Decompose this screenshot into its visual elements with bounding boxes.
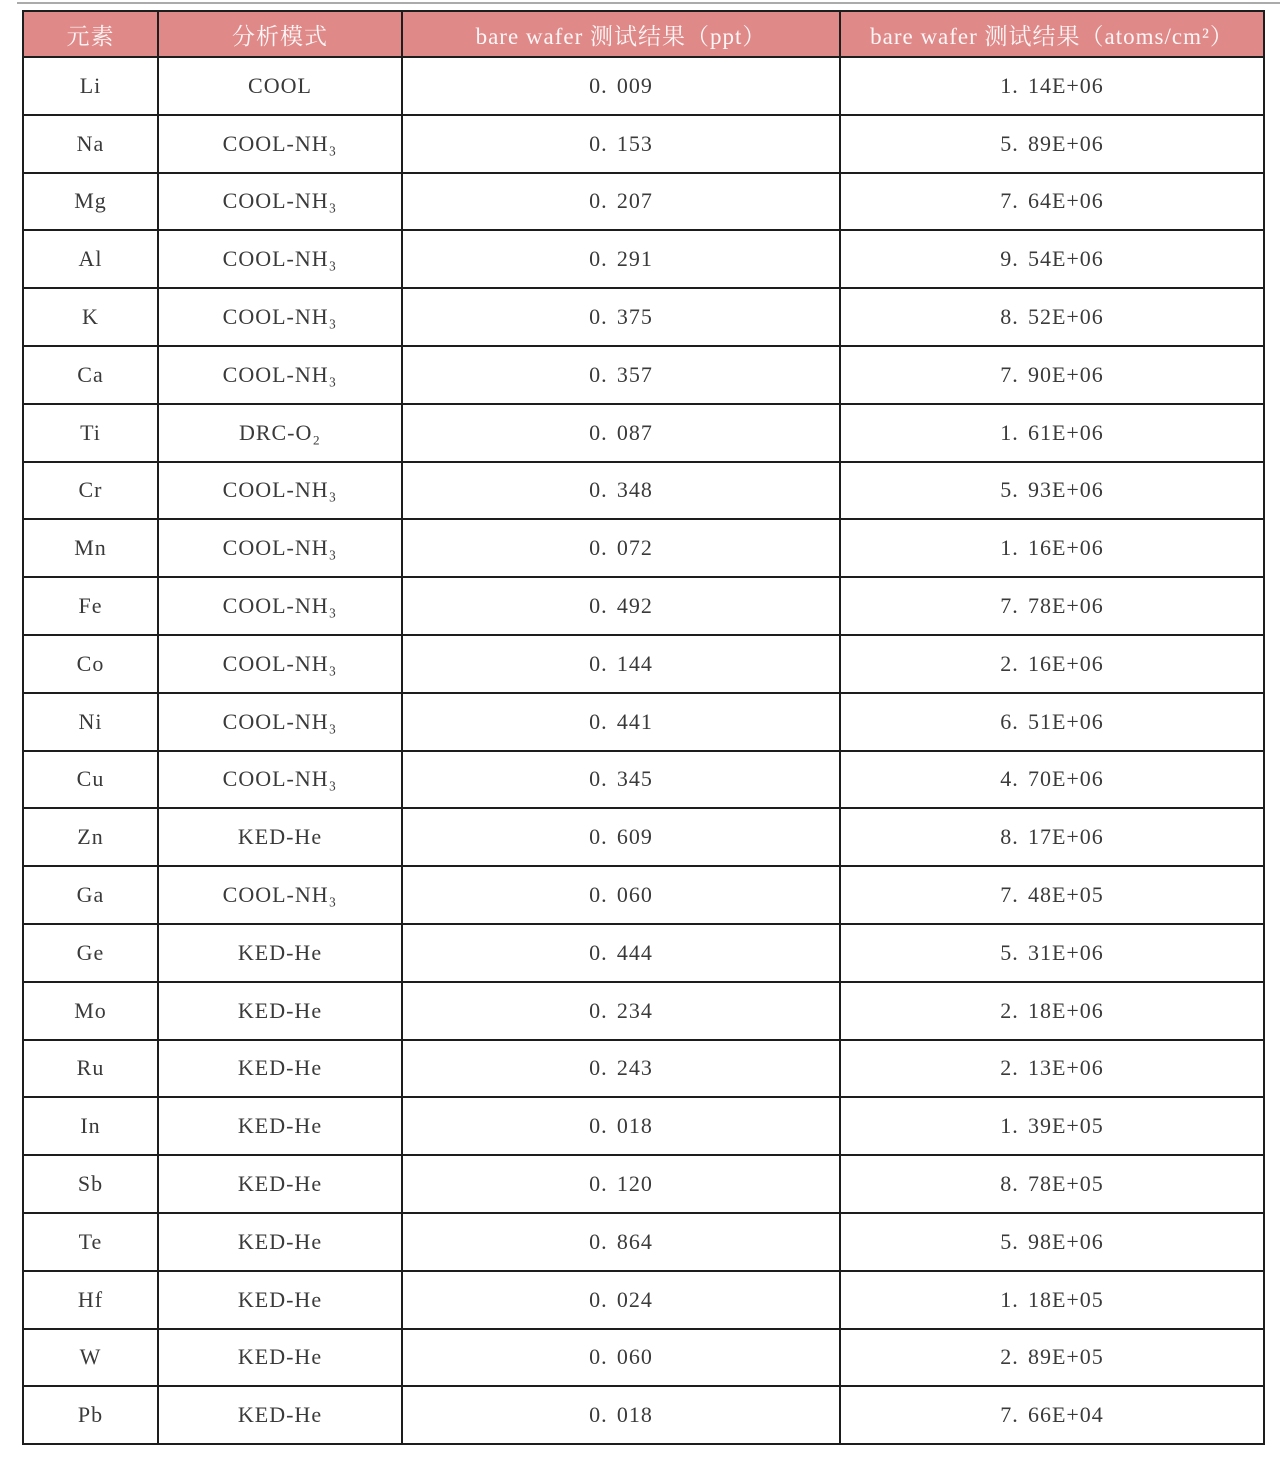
element-cell: Mg	[23, 173, 158, 231]
result-atoms-cell: 7. 90E+06	[840, 346, 1264, 404]
analysis-mode-cell: COOL-NH₃	[158, 577, 402, 635]
result-ppt-cell: 0. 291	[402, 230, 840, 288]
element-cell: Ni	[23, 693, 158, 751]
table-row	[23, 982, 1264, 1040]
result-ppt-cell: 0. 072	[402, 519, 840, 577]
result-atoms-cell: 7. 78E+06	[840, 577, 1264, 635]
element-cell: In	[23, 1097, 158, 1155]
result-ppt-cell: 0. 375	[402, 288, 840, 346]
result-ppt-cell: 0. 207	[402, 173, 840, 231]
analysis-mode-cell: COOL	[158, 57, 402, 115]
result-atoms-cell: 8. 17E+06	[840, 808, 1264, 866]
element-cell: Ru	[23, 1040, 158, 1098]
table-row	[23, 751, 1264, 809]
analysis-mode-cell: KED-He	[158, 1386, 402, 1444]
result-atoms-cell: 7. 48E+05	[840, 866, 1264, 924]
element-cell: Na	[23, 115, 158, 173]
analysis-mode-cell: COOL-NH₃	[158, 519, 402, 577]
element-cell: Fe	[23, 577, 158, 635]
result-atoms-cell: 2. 18E+06	[840, 982, 1264, 1040]
element-cell: W	[23, 1329, 158, 1387]
table-row	[23, 1213, 1264, 1271]
element-cell: K	[23, 288, 158, 346]
element-cell: Sb	[23, 1155, 158, 1213]
analysis-mode-cell: COOL-NH₃	[158, 173, 402, 231]
analysis-results-table	[22, 10, 1265, 1445]
result-atoms-cell: 6. 51E+06	[840, 693, 1264, 751]
header-element: 元素	[23, 11, 158, 57]
result-atoms-cell: 8. 78E+05	[840, 1155, 1264, 1213]
table-row	[23, 1386, 1264, 1444]
table-row	[23, 288, 1264, 346]
analysis-mode-cell: KED-He	[158, 808, 402, 866]
table-row	[23, 693, 1264, 751]
result-ppt-cell: 0. 492	[402, 577, 840, 635]
table-row	[23, 1271, 1264, 1329]
result-atoms-cell: 2. 89E+05	[840, 1329, 1264, 1387]
top-divider-line	[17, 2, 1280, 4]
result-ppt-cell: 0. 144	[402, 635, 840, 693]
result-atoms-cell: 7. 66E+04	[840, 1386, 1264, 1444]
result-ppt-cell: 0. 444	[402, 924, 840, 982]
analysis-mode-cell: COOL-NH₃	[158, 346, 402, 404]
analysis-mode-cell: COOL-NH₃	[158, 115, 402, 173]
element-cell: Ge	[23, 924, 158, 982]
element-cell: Cr	[23, 462, 158, 520]
element-cell: Hf	[23, 1271, 158, 1329]
table-row	[23, 635, 1264, 693]
element-cell: Te	[23, 1213, 158, 1271]
table-row	[23, 1097, 1264, 1155]
table-row	[23, 866, 1264, 924]
header-row	[23, 11, 1264, 57]
result-atoms-cell: 9. 54E+06	[840, 230, 1264, 288]
table-row	[23, 519, 1264, 577]
result-ppt-cell: 0. 348	[402, 462, 840, 520]
result-ppt-cell: 0. 018	[402, 1097, 840, 1155]
result-atoms-cell: 1. 16E+06	[840, 519, 1264, 577]
result-atoms-cell: 8. 52E+06	[840, 288, 1264, 346]
result-atoms-cell: 5. 93E+06	[840, 462, 1264, 520]
table-row	[23, 404, 1264, 462]
result-atoms-cell: 2. 13E+06	[840, 1040, 1264, 1098]
element-cell: Al	[23, 230, 158, 288]
analysis-mode-cell: COOL-NH₃	[158, 230, 402, 288]
element-cell: Co	[23, 635, 158, 693]
element-cell: Mn	[23, 519, 158, 577]
element-cell: Ca	[23, 346, 158, 404]
result-ppt-cell: 0. 018	[402, 1386, 840, 1444]
result-ppt-cell: 0. 345	[402, 751, 840, 809]
result-ppt-cell: 0. 357	[402, 346, 840, 404]
table-row	[23, 346, 1264, 404]
result-atoms-cell: 7. 64E+06	[840, 173, 1264, 231]
analysis-mode-cell: DRC-O₂	[158, 404, 402, 462]
result-ppt-cell: 0. 087	[402, 404, 840, 462]
element-cell: Pb	[23, 1386, 158, 1444]
table-row	[23, 173, 1264, 231]
analysis-mode-cell: KED-He	[158, 1213, 402, 1271]
result-atoms-cell: 1. 18E+05	[840, 1271, 1264, 1329]
header-result-ppt: bare wafer 测试结果（ppt）	[402, 11, 840, 57]
table-row	[23, 462, 1264, 520]
result-atoms-cell: 5. 31E+06	[840, 924, 1264, 982]
header-result-atoms: bare wafer 测试结果（atoms/cm²）	[840, 11, 1264, 57]
analysis-mode-cell: COOL-NH₃	[158, 693, 402, 751]
analysis-mode-cell: KED-He	[158, 982, 402, 1040]
result-atoms-cell: 5. 89E+06	[840, 115, 1264, 173]
element-cell: Ti	[23, 404, 158, 462]
table-row	[23, 1329, 1264, 1387]
result-atoms-cell: 4. 70E+06	[840, 751, 1264, 809]
element-cell: Zn	[23, 808, 158, 866]
table-row	[23, 115, 1264, 173]
result-ppt-cell: 0. 243	[402, 1040, 840, 1098]
analysis-mode-cell: KED-He	[158, 1155, 402, 1213]
element-cell: Li	[23, 57, 158, 115]
table-body	[23, 57, 1264, 1444]
table-row	[23, 808, 1264, 866]
result-atoms-cell: 1. 14E+06	[840, 57, 1264, 115]
table-row	[23, 230, 1264, 288]
result-atoms-cell: 2. 16E+06	[840, 635, 1264, 693]
table-row	[23, 924, 1264, 982]
table-row	[23, 577, 1264, 635]
result-ppt-cell: 0. 120	[402, 1155, 840, 1213]
result-ppt-cell: 0. 609	[402, 808, 840, 866]
analysis-mode-cell: COOL-NH₃	[158, 288, 402, 346]
analysis-mode-cell: COOL-NH₃	[158, 462, 402, 520]
element-cell: Mo	[23, 982, 158, 1040]
result-atoms-cell: 5. 98E+06	[840, 1213, 1264, 1271]
element-cell: Cu	[23, 751, 158, 809]
result-ppt-cell: 0. 441	[402, 693, 840, 751]
analysis-mode-cell: KED-He	[158, 1040, 402, 1098]
table-row	[23, 57, 1264, 115]
result-ppt-cell: 0. 060	[402, 866, 840, 924]
analysis-mode-cell: KED-He	[158, 1329, 402, 1387]
analysis-mode-cell: COOL-NH₃	[158, 635, 402, 693]
result-ppt-cell: 0. 153	[402, 115, 840, 173]
result-ppt-cell: 0. 060	[402, 1329, 840, 1387]
header-analysis-mode: 分析模式	[158, 11, 402, 57]
analysis-mode-cell: COOL-NH₃	[158, 866, 402, 924]
result-atoms-cell: 1. 61E+06	[840, 404, 1264, 462]
result-ppt-cell: 0. 024	[402, 1271, 840, 1329]
result-ppt-cell: 0. 234	[402, 982, 840, 1040]
result-ppt-cell: 0. 864	[402, 1213, 840, 1271]
table-row	[23, 1155, 1264, 1213]
analysis-mode-cell: COOL-NH₃	[158, 751, 402, 809]
analysis-mode-cell: KED-He	[158, 1097, 402, 1155]
table-row	[23, 1040, 1264, 1098]
analysis-mode-cell: KED-He	[158, 1271, 402, 1329]
element-cell: Ga	[23, 866, 158, 924]
result-ppt-cell: 0. 009	[402, 57, 840, 115]
analysis-mode-cell: KED-He	[158, 924, 402, 982]
result-atoms-cell: 1. 39E+05	[840, 1097, 1264, 1155]
